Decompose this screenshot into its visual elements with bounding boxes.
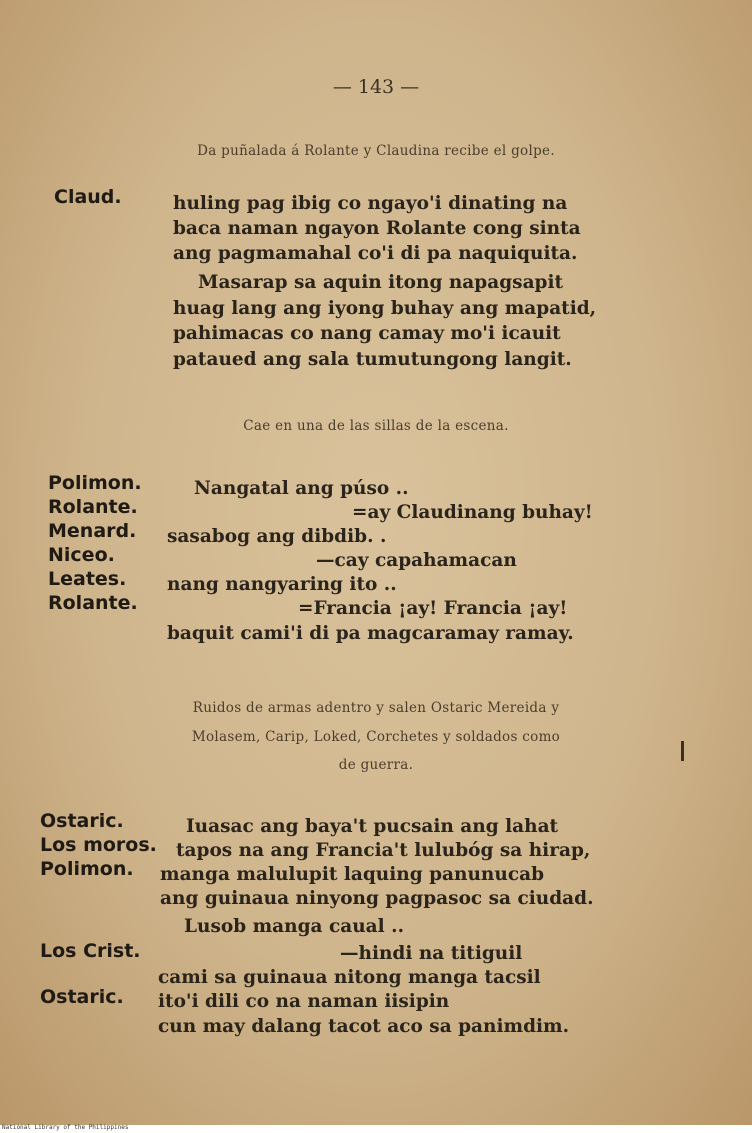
verse-line: cun may dalang tacot aco sa panimdim.: [158, 1016, 570, 1037]
verse-line: sasabog ang dibdib. .: [167, 526, 387, 547]
speaker-label: Menard.: [48, 520, 137, 542]
stage-direction: Cae en una de las sillas de la escena.: [243, 418, 509, 434]
stage-direction: de guerra.: [338, 757, 414, 773]
verse-line: tapos na ang Francia't lulubóg sa hirap,: [176, 840, 591, 861]
verse-line: ang pagmamahal co'i di pa naquiquita.: [173, 243, 578, 264]
verse-line: ito'i dili co na naman iisipin: [158, 991, 450, 1012]
speaker-label: Ostaric.: [40, 810, 124, 832]
verse-line: huag lang ang iyong buhay ang mapatid,: [173, 298, 597, 319]
speaker-label: Los Crist.: [40, 940, 141, 962]
speaker-label: Ostaric.: [40, 986, 124, 1008]
verse-line: —hindi na titiguil: [340, 943, 523, 964]
speaker-label: Niceo.: [48, 544, 115, 566]
speaker-label: Polimon.: [48, 472, 142, 494]
speaker-label: Rolante.: [48, 496, 138, 518]
stage-direction: Ruidos de armas adentro y salen Ostaric Mereida y: [192, 700, 560, 716]
speaker-label: Los moros.: [40, 834, 157, 856]
verse-line: baca naman ngayon Rolante cong sinta: [173, 218, 581, 239]
verse-line: Lusob manga caual ..: [184, 916, 405, 937]
speaker-label: Polimon.: [40, 858, 134, 880]
verse-line: =Francia ¡ay! Francia ¡ay!: [298, 598, 568, 619]
speaker-label: Claud.: [54, 186, 122, 208]
footer-credit: National Library of the Philippines: [2, 1124, 129, 1131]
verse-line: Nangatal ang púso ..: [194, 478, 409, 499]
verse-line: baquit cami'i di pa magcaramay ramay.: [167, 623, 574, 644]
verse-line: huling pag ibig co ngayo'i dinating na: [173, 193, 568, 214]
verse-line: —cay capahamacan: [316, 550, 517, 571]
speaker-label: Leates.: [48, 568, 127, 590]
footer-bar: [0, 1125, 752, 1133]
verse-line: nang nangyaring ito ..: [167, 574, 397, 595]
verse-line: manga malulupit laquing panunucab: [160, 864, 545, 885]
stage-direction: Da puñalada á Rolante y Claudina recibe el golpe.: [197, 143, 555, 159]
stage-direction: Molasem, Carip, Loked, Corchetes y soldados como: [191, 729, 561, 745]
verse-line: Masarap sa aquin itong napagsapit: [198, 272, 564, 293]
verse-line: pataued ang sala tumutungong langit.: [173, 349, 572, 370]
verse-line: =ay Claudinang buhay!: [352, 502, 593, 523]
verse-line: pahimacas co nang camay mo'i icauit: [173, 323, 561, 344]
verse-line: cami sa guinaua nitong manga tacsil: [158, 967, 541, 988]
speaker-label: Rolante.: [48, 592, 138, 614]
verse-line: ang guinaua ninyong pagpasoc sa ciudad.: [160, 888, 594, 909]
ink-mark: [681, 741, 684, 761]
page-number: — 143 —: [332, 76, 420, 98]
verse-line: Iuasac ang baya't pucsain ang lahat: [186, 816, 559, 837]
